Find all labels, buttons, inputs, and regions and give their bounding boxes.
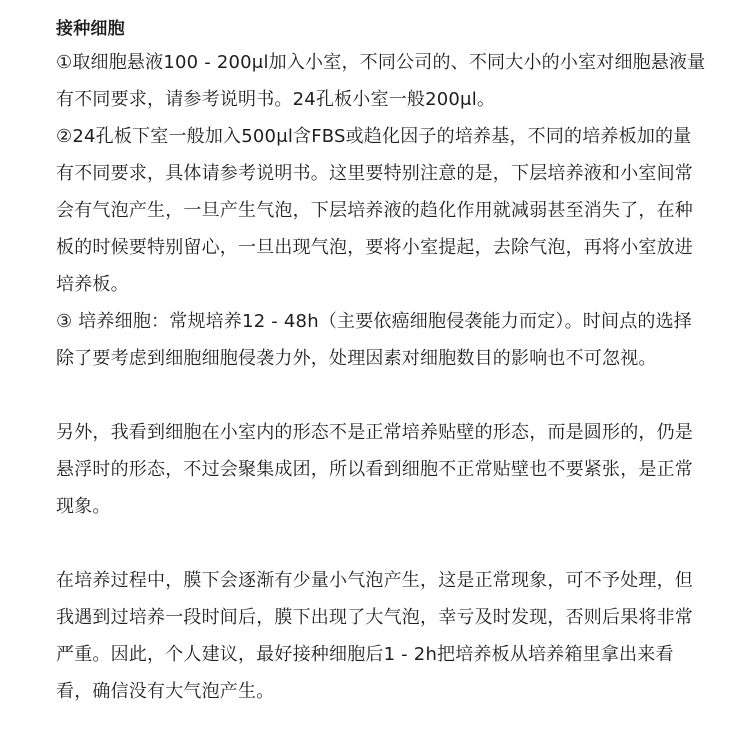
paragraph-cell-morphology: 另外，我看到细胞在小室内的形态不是正常培养贴壁的形态，而是圆形的，仍是悬浮时的形态，不过会聚集成团，所以看到细胞不正常贴壁也不要紧张，是正常现象。	[56, 422, 693, 517]
document-body	[56, 14, 706, 710]
paragraph-step-1: ①取细胞悬液100 - 200μl加入小室，不同公司的、不同大小的小室对细胞悬液量有不同要求，请参考说明书。24孔板小室一般200μl。	[56, 52, 706, 110]
paragraph-step-2: ②24孔板下室一般加入500μl含FBS或趋化因子的培养基，不同的培养板加的量有不同要求，具体请参考说明书。这里要特别注意的是，下层培养液和小室间常会有气泡产生，一旦产生气泡，下层培养液的趋化作用就减弱甚至消失了，在种板的时候要特别留心，一旦出现气泡，要将小室提起，去除气泡，再将小室放进培养板。	[56, 126, 693, 295]
section-title: 接种细胞	[56, 19, 125, 39]
paragraph-bubble-advice: 在培养过程中，膜下会逐渐有少量小气泡产生，这是正常现象，可不予处理，但我遇到过培养一段时间后，膜下出现了大气泡，幸亏及时发现，否则后果将非常严重。因此，个人建议，最好接种细胞后1 - 2h把培养板从培养箱里拿出来看看，确信没有大气泡产生。	[56, 570, 693, 702]
paragraph-step-3: ③ 培养细胞：常规培养12 - 48h（主要依癌细胞侵袭能力而定）。时间点的选择除了要考虑到细胞细胞侵袭力外，处理因素对细胞数目的影响也不可忽视。	[56, 311, 693, 369]
paragraph-spacer	[56, 525, 706, 562]
paragraph-spacer	[56, 377, 706, 414]
